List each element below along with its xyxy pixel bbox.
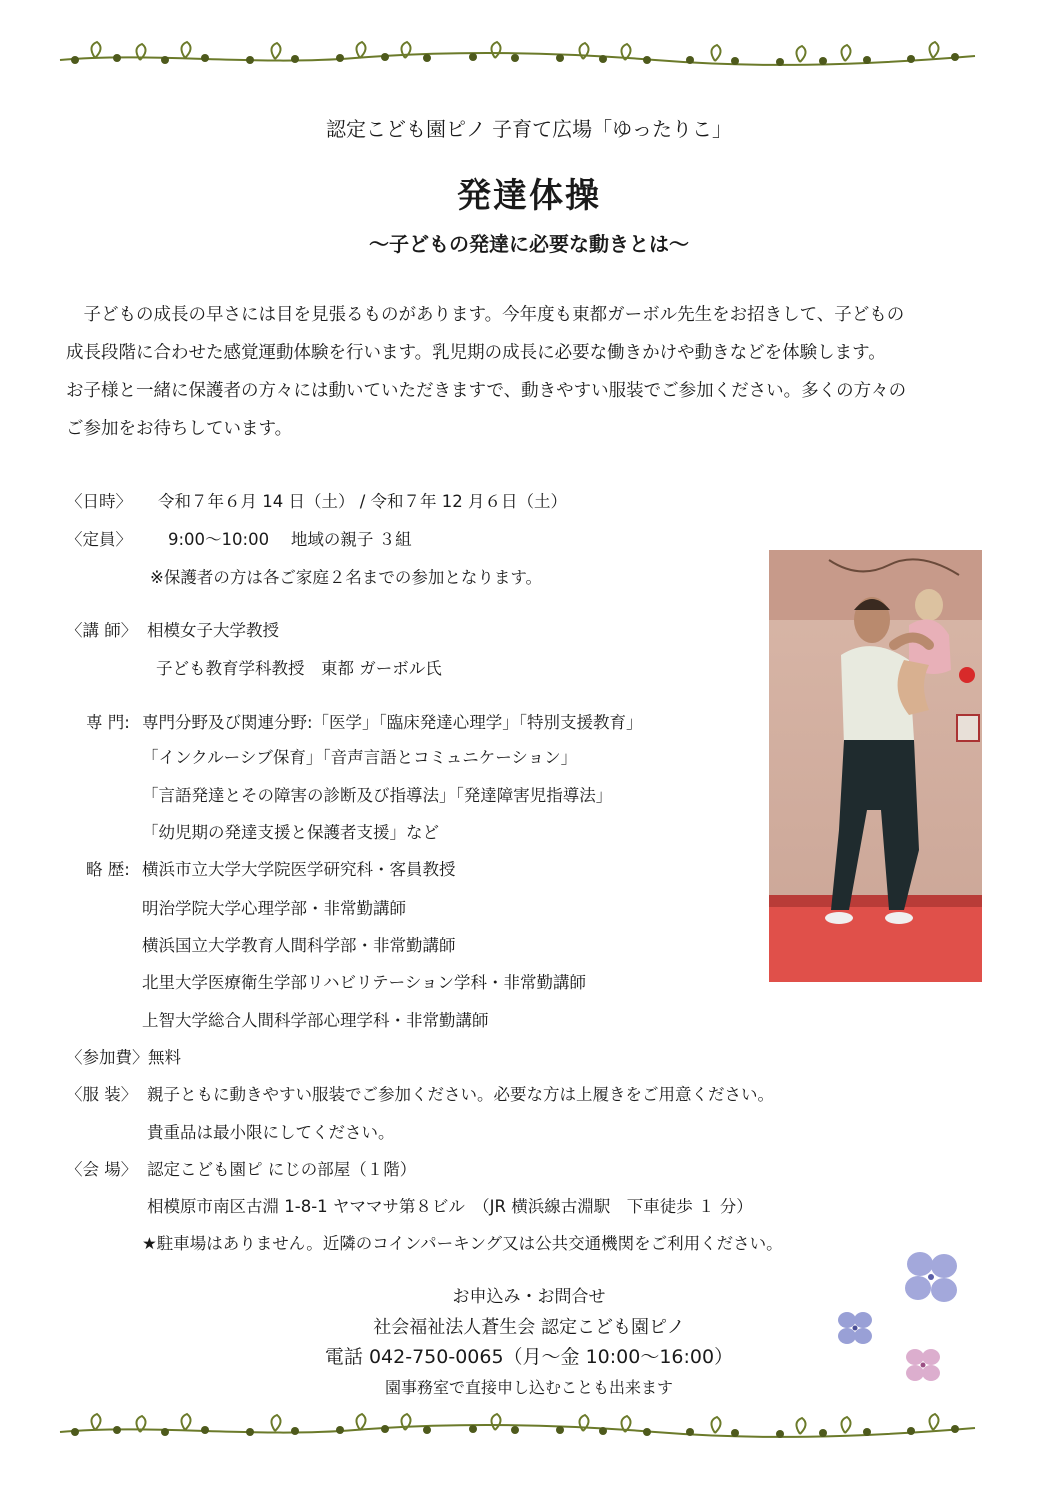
- lecturer-photo: [769, 550, 982, 982]
- organizer-line: 認定こども園ピノ 子育て広場「ゆったりこ」: [326, 117, 732, 141]
- venue-label: 〈会 場〉: [66, 1160, 138, 1179]
- intro-paragraph: [66, 296, 1006, 448]
- history-line: 北里大学医療衛生学部リハビリテーション学科・非常勤講師: [142, 973, 587, 992]
- history-line: 明治学院大学心理学部・非常勤講師: [142, 899, 406, 918]
- dress-line: 貴重品は最小限にしてください。: [147, 1123, 395, 1142]
- dress-label: 〈服 装〉: [66, 1085, 138, 1104]
- date-value: 令和７年６月 14 日（土） / 令和７年 12 月６日（土）: [158, 492, 568, 511]
- specialty-line: 専門分野及び関連分野:「医学」「臨床発達心理学」「特別支援教育」: [142, 713, 643, 732]
- venue-line: 認定こども園ピ にじの部屋（１階）: [147, 1160, 417, 1179]
- lecturer-line: 相模女子大学教授: [147, 621, 279, 640]
- specialty-line: 「言語発達とその障害の診断及び指導法」「発達障害児指導法」: [142, 786, 613, 805]
- capacity-label: 〈定員〉: [66, 530, 132, 549]
- intro-line: ご参加をお待ちしています。: [66, 419, 293, 439]
- specialty-line: 「幼児期の発達支援と保護者支援」など: [142, 823, 439, 842]
- intro-line: お子様と一緒に保護者の方々には動いていただきますで、動きやすい服装でご参加ください。多くの方々の: [66, 381, 907, 401]
- page-subtitle: ～子どもの発達に必要な動きとは～: [369, 232, 689, 256]
- history-label: 略 歴:: [86, 860, 130, 879]
- history-line: 横浜国立大学教育人間科学部・非常勤講師: [142, 936, 456, 955]
- specialty-label: 専 門:: [86, 713, 130, 732]
- lecturer-label: 〈講 師〉: [66, 621, 138, 640]
- contact-phone: 電話 042-750-0065（月～金 10:00～16:00）: [324, 1346, 734, 1368]
- vine-border-top: [55, 38, 980, 78]
- capacity-note: ※保護者の方は各ご家庭２名までの参加となります。: [150, 568, 543, 587]
- contact-org: 社会福祉法人蒼生会 認定こども園ピノ: [373, 1317, 685, 1338]
- history-line: 横浜市立大学大学院医学研究科・客員教授: [142, 860, 456, 879]
- page-title: 発達体操: [457, 176, 601, 216]
- capacity-value: 9:00～10:00 地域の親子 ３組: [168, 530, 412, 549]
- specialty-line: 「インクルーシブ保育」「音声言語とコミュニケーション」: [142, 748, 578, 767]
- contact-heading: お申込み・お問合せ: [452, 1287, 606, 1307]
- history-line: 上智大学総合人間科学部心理学科・非常勤講師: [142, 1011, 489, 1030]
- parking-note: ★駐車場はありません。近隣のコインパーキング又は公共交通機関をご利用ください。: [142, 1234, 783, 1253]
- dress-line: 親子ともに動きやすい服装でご参加ください。必要な方は上履きをご用意ください。: [147, 1085, 774, 1104]
- intro-line: 子どもの成長の早さには目を見張るものがあります。今年度も東都ガーボル先生をお招きして、子どもの: [66, 305, 905, 325]
- venue-line: 相模原市南区古淵 1-8-1 ヤママサ第８ビル （JR 横浜線古淵駅 下車徒歩 １ 分）: [147, 1197, 753, 1216]
- intro-line: 成長段階に合わせた感覚運動体験を行います。乳児期の成長に必要な働きかけや動きなどを体験します。: [66, 343, 886, 363]
- contact-note: 園事務室で直接申し込むことも出来ます: [384, 1378, 673, 1397]
- date-label: 〈日時〉: [66, 492, 132, 511]
- fee-label: 〈参加費〉: [66, 1048, 149, 1067]
- lecturer-line: 子ども教育学科教授 東都 ガーボル氏: [156, 659, 442, 678]
- vine-border-bottom: [55, 1410, 980, 1450]
- fee-value: 無料: [148, 1048, 181, 1067]
